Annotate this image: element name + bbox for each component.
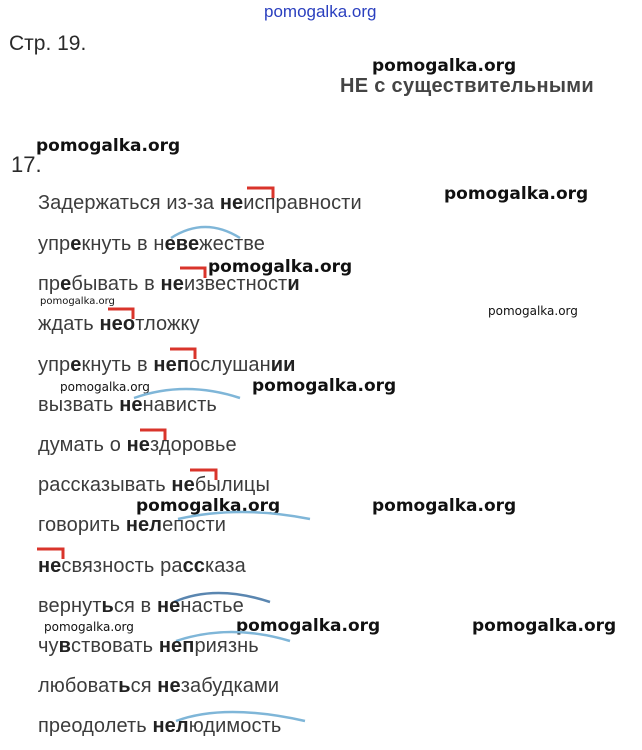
phrase-line: упрекнуть в непослушании [38, 354, 296, 376]
watermark: pomogalka.org [36, 136, 181, 156]
watermark: pomogalka.org [444, 184, 589, 204]
exercise-number: 17. [11, 152, 42, 177]
watermark: pomogalka.org [208, 257, 353, 277]
phrase-line: Задержаться из-за неисправности [38, 192, 362, 214]
phrase-line: чувствовать неприязнь [38, 635, 259, 657]
watermark: pomogalka.org [372, 56, 517, 76]
phrase-line: преодолеть нелюдимость [38, 715, 282, 737]
watermark: pomogalka.org [252, 376, 397, 396]
watermark: pomogalka.org [236, 616, 381, 636]
phrase-line: вернуться в ненастье [38, 595, 244, 617]
phrase-line: вызвать ненависть [38, 394, 217, 416]
page-label: Стр. 19. [9, 32, 87, 55]
watermark: pomogalka.org [472, 616, 617, 636]
phrase-line: рассказывать небылицы [38, 474, 270, 496]
watermark: pomogalka.org [40, 296, 115, 307]
top-watermark: pomogalka.org [264, 2, 377, 21]
phrase-line: любоваться незабудками [38, 675, 280, 697]
watermark: pomogalka.org [136, 496, 281, 516]
phrase-line: пребывать в неизвестности [38, 273, 300, 295]
phrase-line: говорить нелепости [38, 514, 227, 536]
phrase-line: несвязность рассказа [38, 555, 246, 577]
rule-title: НЕ с существительными [340, 75, 594, 97]
watermark: pomogalka.org [488, 304, 578, 318]
watermark: pomogalka.org [60, 380, 150, 394]
watermark: pomogalka.org [44, 620, 134, 634]
phrase-line: ждать неотложку [38, 313, 200, 335]
watermark: pomogalka.org [372, 496, 517, 516]
phrase-line: думать о нездоровье [38, 434, 237, 456]
phrase-line: упрекнуть в невежестве [38, 233, 265, 255]
